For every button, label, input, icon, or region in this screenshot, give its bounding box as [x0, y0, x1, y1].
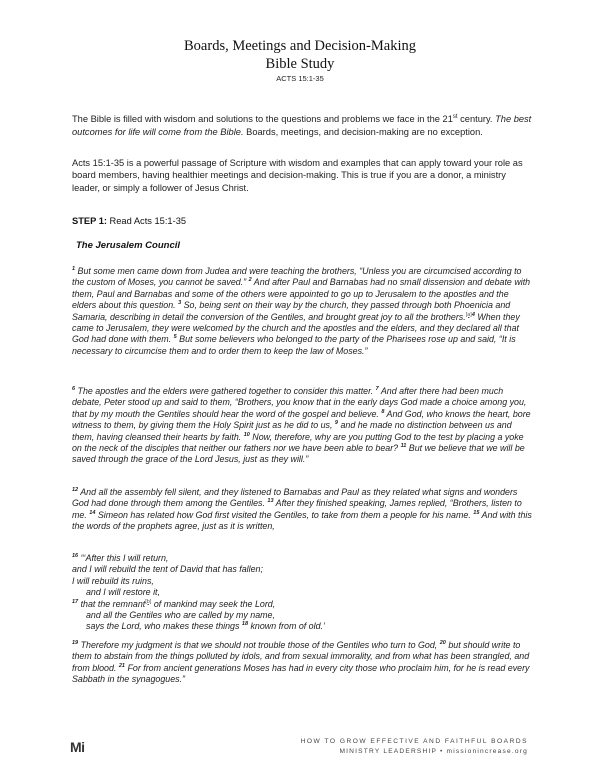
- document-title: Boards, Meetings and Decision-Making: [184, 38, 416, 54]
- scripture-poem: $^{16}$ “‘After this I will return, and I will rebuild the tent of David that has fallen; I will rebuild its ruins, and I will restore it, $^{17}$ that the remnant[b] of mankind may seek the Lord, and all the Gentiles who are called by my name, says the Lord, who makes these things $^{18}$ known from of old.’: [72, 553, 325, 632]
- step-1-instruction: STEP 1: Read Acts 15:1-35: [72, 216, 187, 226]
- document-subtitle: Bible Study: [265, 56, 335, 72]
- scripture-reference: ACTS 15:1-35: [276, 74, 324, 83]
- scripture-paragraph-5: $^{19}$ Therefore my judgment is that we should not trouble those of the Gentiles who turn to God, $^{20}$ but should write to them to abstain from the things polluted by idols, and from sexual immorality, and from what has been strangled, and from blood. $^{21}$ For from ancient generations Moses has had in every city those who proclaim him, for he is read every Sabbath in the synagogues.”: [72, 640, 530, 685]
- scripture-paragraph-3: $^{12}$ And all the assembly fell silent, and they listened to Barnabas and Paul as they related what signs and wonders God had done through them among the Gentiles. $^{13}$ After they finished speaking, James replied, “Brothers, listen to me. $^{14}$ Simeon has related how God first visited the Gentiles, to take from them a people for his name. $^{15}$ And with this the words of the prophets agree, just as it is written,: [72, 487, 532, 532]
- intro-paragraph-1: The Bible is filled with wisdom and solutions to the questions and problems we face in the 21st century. The best outcomes for life will come from the Bible. Boards, meetings, and decision-making are no exception.: [72, 114, 532, 137]
- footer-website: MINISTRY LEADERSHIP • missionincrease.org: [339, 748, 528, 755]
- intro-paragraph-2: Acts 15:1-35 is a powerful passage of Scripture with wisdom and examples that can apply toward your role as board members, having healthier meetings and decision-making. This is true if you are a donor, a ministry leader, or simply a follower of Jesus Christ.: [72, 158, 523, 193]
- footnote-link-b[interactable]: [b]: [145, 598, 152, 605]
- scripture-paragraph-1: $^1$ But some men came down from Judea and were teaching the brothers, “Unless you are circumcised according to the custom of Moses, you cannot be saved.” $^2$ And after Paul and Barnabas had no small dissension and debate with them, Paul and Barnabas and some of the others were appointed to go up to Jerusalem to the apostles and the elders about this question. $^3$ So, being sent on their way by the church, they passed through both Phoenicia and Samaria, describing in detail the conversion of the Gentiles, and brought great joy to all the brothers.$^{[a]4}$ When they came to Jerusalem, they were welcomed by the church and the apostles and the elders, and they declared all that God had done with them. $^5$ But some believers who belonged to the party of the Pharisees rose up and said, “It is necessary to circumcise them and to order them to keep the law of Moses.”: [72, 266, 531, 356]
- mission-increase-logo: Mi: [70, 739, 85, 755]
- footer-series-title: HOW TO GROW EFFECTIVE AND FAITHFUL BOARDS: [300, 738, 528, 745]
- scripture-paragraph-2: $^6$ The apostles and the elders were gathered together to consider this matter. $^7$ And after there had been much debate, Peter stood up and said to them, “Brothers, you know that in the early days God made a choice among you, that by my mouth the Gentiles should hear the word of the gospel and believe. $^8$ And God, who knows the heart, bore witness to them, by giving them the Holy Spirit just as he did to us, $^9$ and he made no distinction between us and them, having cleansed their hearts by faith. $^{10}$ Now, therefore, why are you putting God to the test by placing a yoke on the neck of the disciples that neither our fathers nor we have been able to bear? $^{11}$ But we believe that we will be saved through the grace of the Lord Jesus, just as they will.”: [72, 386, 531, 465]
- footnote-link-a[interactable]: [a]: [465, 311, 472, 318]
- section-heading: The Jerusalem Council: [76, 240, 181, 251]
